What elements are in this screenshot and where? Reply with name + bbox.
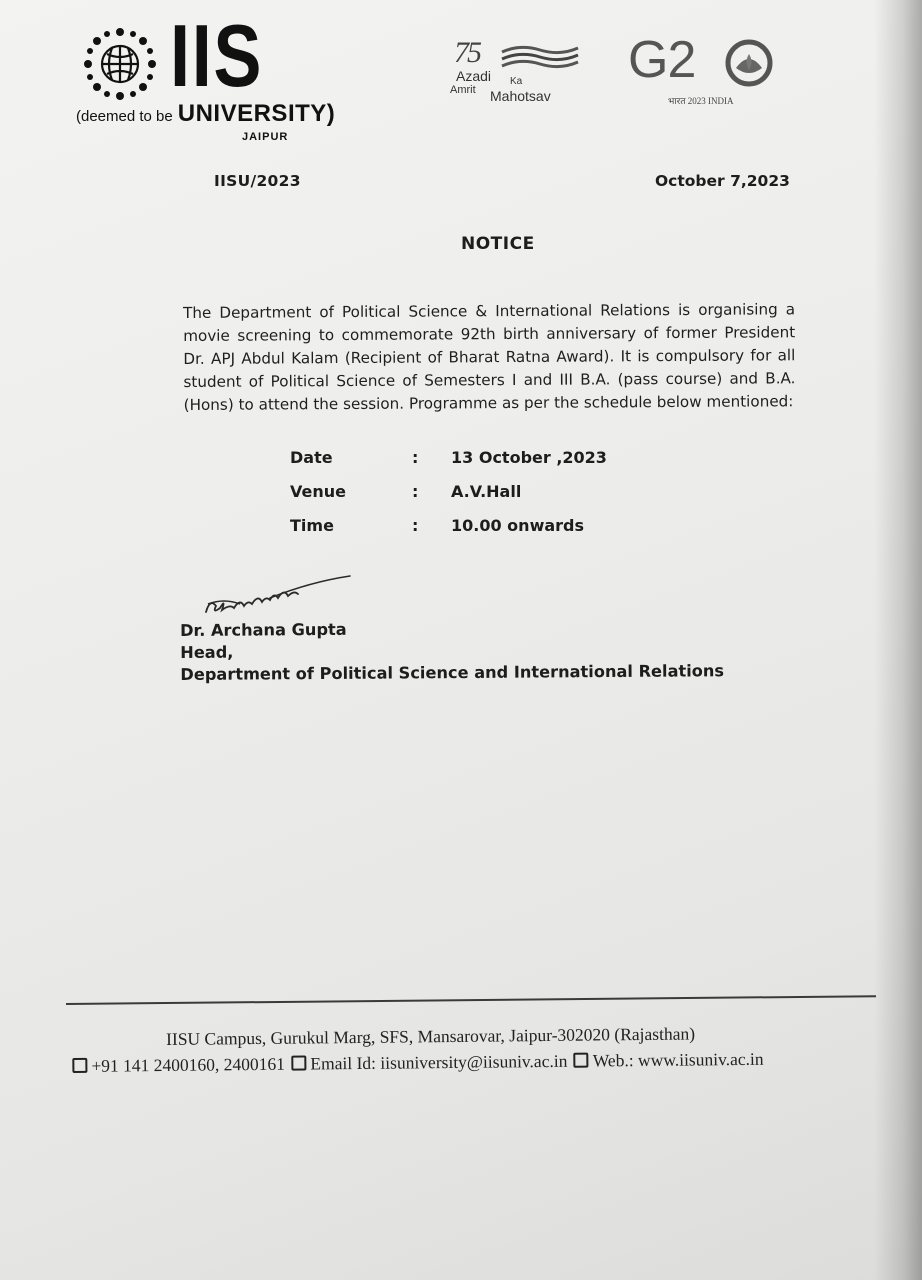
g20-text: G2 (628, 31, 696, 89)
university-word: UNIVERSITY) (177, 100, 336, 127)
signatory-block (180, 616, 724, 686)
reference-number: IISU/2023 (214, 172, 301, 190)
azadi-ka-amrit-mahotsav-logo (448, 38, 588, 108)
schedule-label: Time (290, 516, 334, 535)
footer-address: IISU Campus, Gurukul Marg, SFS, Mansarovar, Jaipur-302020 (Rajasthan) (165, 1023, 696, 1049)
g20-subtitle: भारत 2023 INDIA (668, 96, 734, 106)
footer-phone: +91 141 2400160, 2400161 (91, 1053, 286, 1076)
aam-ka-word: Ka (510, 76, 523, 87)
aam-azadi-word: Azadi (456, 68, 492, 84)
paper-shadow-edge (874, 0, 922, 1280)
deemed-prefix: (deemed to be (76, 108, 173, 125)
footer-email: Email Id: iisuniversity@iisuniv.ac.in (310, 1050, 568, 1074)
bullet-box-icon (72, 1058, 87, 1073)
signatory-name: Dr. Archana Gupta (180, 619, 347, 640)
schedule-colon: : (412, 448, 419, 467)
g20-logo (628, 31, 778, 114)
iis-logo-text: IIS (170, 6, 264, 105)
iis-emblem-icon (80, 24, 160, 104)
lotus-globe-icon (724, 38, 774, 88)
tricolor-waves-icon (500, 42, 580, 72)
aam-amrit-word: Amrit (450, 84, 476, 96)
schedule-value: 10.00 onwards (451, 516, 585, 535)
city-label: JAIPUR (242, 131, 289, 143)
bullet-box-icon (291, 1056, 306, 1071)
handwritten-signature (200, 568, 360, 620)
schedule-colon: : (412, 482, 419, 501)
deemed-university-label (76, 100, 335, 128)
bullet-box-icon (574, 1053, 589, 1068)
notice-body: The Department of Political Science & International Relations is organising a movie screening to commemorate 92th birth anniversary of former President Dr. APJ Abdul Kalam (Recipient of Bharat Ratna Award). It is compulsory for all student of Political Science of Semesters I and III B.A. (pass course) and B.A. (Hons) to attend the session. Programme as per the schedule below mentioned: (183, 300, 796, 414)
signatory-department: Department of Political Science and International Relations (180, 661, 725, 684)
footer-web: Web.: www.iisuniv.ac.in (592, 1048, 764, 1071)
schedule-colon: : (412, 516, 419, 535)
notice-title: NOTICE (461, 234, 535, 254)
schedule-value: 13 October ,2023 (451, 448, 607, 467)
schedule-label: Venue (290, 482, 346, 501)
schedule-value: A.V.Hall (451, 482, 522, 501)
signatory-position: Head, (180, 642, 234, 662)
iis-university-logo (70, 6, 336, 143)
notice-date: October 7,2023 (655, 172, 790, 190)
schedule-label: Date (290, 448, 333, 467)
aam-mahotsav-word: Mahotsav (490, 88, 551, 104)
aam-75-mark: 75 (454, 36, 480, 69)
